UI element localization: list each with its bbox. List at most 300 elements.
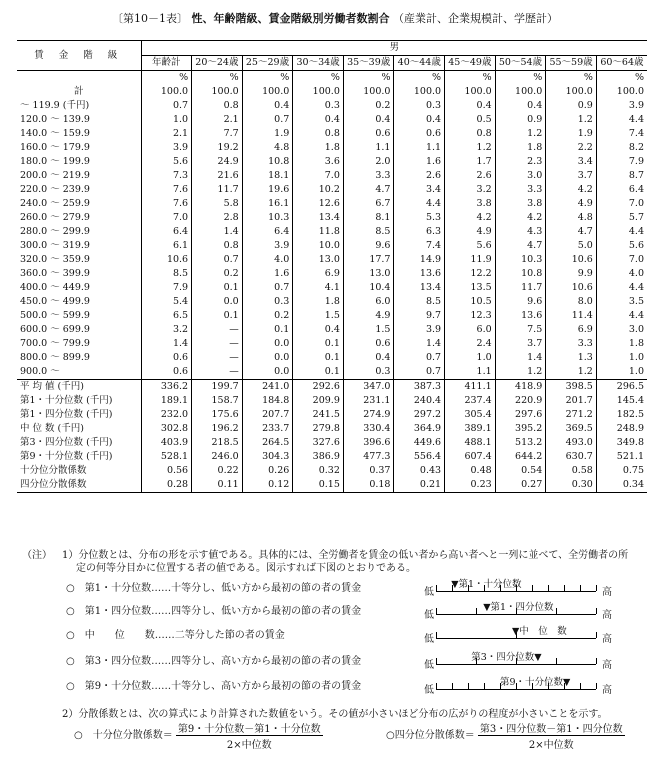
cell-value: 158.7	[192, 394, 243, 408]
table-row	[17, 183, 647, 197]
cell-value: 100.0	[546, 85, 597, 99]
cell-value: 3.8	[495, 197, 546, 211]
cell-value: 0.0	[242, 365, 293, 380]
cell-value: 11.8	[293, 225, 344, 239]
cell-value: 5.6	[445, 239, 496, 253]
diagram-tick	[436, 632, 437, 638]
table-row	[17, 225, 647, 239]
cell-value: 100.0	[192, 85, 243, 99]
table-row	[17, 295, 647, 309]
row-label: 第1・十分位数 (千円)	[20, 395, 113, 406]
cell-value: 607.4	[445, 450, 496, 464]
cell-value: 5.0	[546, 239, 597, 253]
cell-value: 1.5	[343, 323, 394, 337]
cell-value: 4.0	[596, 267, 647, 281]
cell-value: 7.3	[141, 169, 192, 183]
row-label: 700.0 ～ 799.9	[20, 338, 90, 349]
cell-value: 4.1	[293, 281, 344, 295]
note-item-1: ○ 第1・十分位数……十等分し、低い方から最初の節の者の賃金	[66, 583, 362, 594]
formula-decile-label: ○ 十分位分散係数＝	[74, 730, 173, 741]
stat-row	[17, 408, 647, 422]
cell-value: 556.4	[394, 450, 445, 464]
cell-value: 387.3	[394, 380, 445, 395]
cell-value: 1.3	[546, 351, 597, 365]
cell-value: 2.3	[495, 155, 546, 169]
cell-value: 0.18	[343, 478, 394, 493]
cell-value: 389.1	[445, 422, 496, 436]
cell-value: 0.8	[445, 127, 496, 141]
cell-value: 0.3	[293, 99, 344, 113]
cell-value: 0.11	[192, 478, 243, 493]
cell-value: 0.75	[596, 464, 647, 478]
cell-value: 296.5	[596, 380, 647, 395]
stat-row	[17, 394, 647, 408]
cell-value: 0.56	[141, 464, 192, 478]
grade-header: 賃 金 階 級	[17, 41, 141, 71]
cell-value: 1.6	[242, 267, 293, 281]
age-header: 55～59歳	[546, 56, 597, 71]
cell-value: 1.8	[495, 141, 546, 155]
row-label: 十分位分散係数	[20, 465, 87, 476]
cell-value: 0.1	[293, 337, 344, 351]
wage-distribution-table	[17, 40, 647, 493]
cell-value: 7.6	[141, 197, 192, 211]
cell-value: 0.4	[242, 99, 293, 113]
cell-value: 2.6	[394, 169, 445, 183]
cell-value: 2.2	[546, 141, 597, 155]
cell-value: 347.0	[343, 380, 394, 395]
cell-value: 10.4	[343, 281, 394, 295]
cell-value: 220.9	[495, 394, 546, 408]
cell-value: 386.9	[293, 450, 344, 464]
cell-value: 231.1	[343, 394, 394, 408]
cell-value: 364.9	[394, 422, 445, 436]
table-row	[17, 323, 647, 337]
cell-value: 0.54	[495, 464, 546, 478]
cell-value: 24.9	[192, 155, 243, 169]
cell-value: 0.43	[394, 464, 445, 478]
formula-decile	[74, 720, 323, 751]
cell-value: 7.6	[141, 183, 192, 197]
table-row	[17, 365, 647, 380]
diagram-tick	[452, 683, 453, 689]
cell-value: 477.3	[343, 450, 394, 464]
diagram-tick	[580, 585, 581, 591]
cell-value: 3.3	[546, 337, 597, 351]
cell-value: 0.0	[242, 351, 293, 365]
diagram-marker-label: 第3・四分位数▼	[471, 652, 542, 663]
cell-value: 0.4	[445, 99, 496, 113]
cell-value: 8.7	[596, 169, 647, 183]
note-item-4: ○ 第3・四分位数……四等分し、高い方から最初の節の者の賃金	[66, 656, 362, 667]
cell-value: 5.8	[192, 197, 243, 211]
diagram-axis	[436, 689, 596, 690]
formula-quartile-label: ○四分位分散係数＝	[386, 730, 475, 741]
cell-value: 0.7	[394, 351, 445, 365]
table-row	[17, 99, 647, 113]
cell-value: 7.4	[394, 239, 445, 253]
cell-value: 4.0	[242, 253, 293, 267]
cell-value: 4.9	[546, 197, 597, 211]
diagram-marker-label: 第9・十分位数▼	[500, 677, 571, 688]
row-label: 計	[73, 86, 84, 97]
cell-value: 10.6	[546, 281, 597, 295]
cell-value: 232.0	[141, 408, 192, 422]
cell-value: 10.8	[242, 155, 293, 169]
cell-value: 1.1	[445, 365, 496, 380]
cell-value: 14.9	[394, 253, 445, 267]
table-row	[17, 351, 647, 365]
table-row	[17, 197, 647, 211]
row-label: 320.0 ～ 359.9	[20, 254, 90, 265]
cell-value: 7.0	[141, 211, 192, 225]
cell-value: 8.2	[596, 141, 647, 155]
cell-value: 100.0	[445, 85, 496, 99]
cell-value: %	[546, 71, 597, 86]
cell-value: 8.0	[546, 295, 597, 309]
cell-value: 1.4	[394, 337, 445, 351]
table-row	[17, 281, 647, 295]
cell-value: 4.7	[495, 239, 546, 253]
cell-value: 7.0	[293, 169, 344, 183]
cell-value: 10.6	[546, 253, 597, 267]
table-row	[17, 85, 647, 99]
age-header: 45～49歳	[445, 56, 496, 71]
row-label: 平 均 値 (千円)	[17, 380, 141, 395]
table-row	[17, 155, 647, 169]
age-header: 60～64歳	[596, 56, 647, 71]
cell-value: 13.0	[343, 267, 394, 281]
cell-value: 3.9	[596, 99, 647, 113]
stat-row	[17, 380, 647, 395]
cell-value: 10.3	[495, 253, 546, 267]
cell-value: 196.2	[192, 422, 243, 436]
cell-value: 13.5	[445, 281, 496, 295]
cell-value: —	[192, 351, 243, 365]
cell-value: 3.3	[495, 183, 546, 197]
cell-value: 418.9	[495, 380, 546, 395]
row-label: 280.0 ～ 299.9	[20, 226, 90, 237]
cell-value: 3.7	[495, 337, 546, 351]
cell-value: 3.9	[394, 323, 445, 337]
cell-value: 0.6	[394, 127, 445, 141]
cell-value: 10.0	[293, 239, 344, 253]
cell-value: 100.0	[343, 85, 394, 99]
cell-value: 0.8	[192, 99, 243, 113]
cell-value: 304.3	[242, 450, 293, 464]
cell-value: 0.9	[546, 99, 597, 113]
stat-row	[17, 436, 647, 450]
cell-value: 630.7	[546, 450, 597, 464]
row-label: 中 位 数 (千円)	[20, 423, 84, 434]
diagram-tick	[596, 632, 597, 638]
diagram-marker-label: ▼中 位 数	[512, 626, 567, 637]
cell-value: 2.6	[445, 169, 496, 183]
cell-value: 528.1	[141, 450, 192, 464]
cell-value: 6.0	[445, 323, 496, 337]
diagram-marker-label: ▼第1・十分位数	[451, 579, 522, 590]
cell-value: 0.3	[394, 99, 445, 113]
diagram-low-label: 低	[424, 610, 434, 621]
row-label: ～ 119.9 (千円)	[20, 100, 90, 111]
cell-value: %	[394, 71, 445, 86]
cell-value: 9.7	[394, 309, 445, 323]
cell-value: 4.2	[546, 183, 597, 197]
cell-value: 5.4	[141, 295, 192, 309]
cell-value: 6.4	[141, 225, 192, 239]
cell-value: 11.4	[546, 309, 597, 323]
cell-value: 1.0	[596, 351, 647, 365]
cell-value: 4.4	[394, 197, 445, 211]
cell-value: 1.2	[546, 113, 597, 127]
row-label: 400.0 ～ 449.9	[20, 282, 90, 293]
cell-value: 11.7	[495, 281, 546, 295]
cell-value: 403.9	[141, 436, 192, 450]
cell-value: 10.6	[141, 253, 192, 267]
table-row	[17, 141, 647, 155]
diagram-tick	[556, 608, 557, 614]
diagram-high-label: 高	[602, 634, 612, 645]
cell-value: 19.6	[242, 183, 293, 197]
cell-value: 0.22	[192, 464, 243, 478]
cell-value: 0.6	[343, 337, 394, 351]
cell-value: 13.0	[293, 253, 344, 267]
cell-value: 0.4	[293, 323, 344, 337]
cell-value: 145.4	[596, 394, 647, 408]
cell-value: 327.6	[293, 436, 344, 450]
cell-value: 7.9	[141, 281, 192, 295]
cell-value: 240.4	[394, 394, 445, 408]
cell-value: 233.7	[242, 422, 293, 436]
cell-value: 0.4	[495, 99, 546, 113]
diagram-high-label: 高	[602, 587, 612, 598]
cell-value: 100.0	[394, 85, 445, 99]
diagram-high-label: 高	[602, 610, 612, 621]
diagram-tick	[580, 683, 581, 689]
cell-value: 292.6	[293, 380, 344, 395]
cell-value: 6.0	[343, 295, 394, 309]
cell-value: 7.4	[596, 127, 647, 141]
row-label: 第1・四分位数 (千円)	[20, 409, 113, 420]
note-prefix: （注）	[22, 550, 52, 561]
row-label: 140.0 ～ 159.9	[20, 128, 90, 139]
cell-value: 0.15	[293, 478, 344, 493]
cell-value: 411.1	[445, 380, 496, 395]
cell-value: 521.1	[596, 450, 647, 464]
cell-value: 264.5	[242, 436, 293, 450]
row-label: 900.0 ～	[20, 366, 60, 377]
diagram-high-label: 高	[602, 660, 612, 671]
cell-value: %	[141, 71, 192, 86]
cell-value: 13.6	[394, 267, 445, 281]
diagram-tick	[596, 658, 597, 664]
cell-value: 100.0	[596, 85, 647, 99]
cell-value: 1.6	[394, 155, 445, 169]
cell-value: 0.2	[343, 99, 394, 113]
formula-quartile-fraction	[478, 720, 625, 751]
row-label: 160.0 ～ 179.9	[20, 142, 90, 153]
cell-value: 0.8	[293, 127, 344, 141]
cell-value: 349.8	[596, 436, 647, 450]
cell-value: 644.2	[495, 450, 546, 464]
cell-value: 0.1	[192, 281, 243, 295]
cell-value: 8.5	[343, 225, 394, 239]
cell-value: 4.4	[596, 281, 647, 295]
cell-value: 271.2	[546, 408, 597, 422]
cell-value: 16.1	[242, 197, 293, 211]
cell-value: %	[293, 71, 344, 86]
cell-value: 0.1	[192, 309, 243, 323]
cell-value: 184.8	[242, 394, 293, 408]
cell-value: 305.4	[445, 408, 496, 422]
cell-value: 0.1	[293, 365, 344, 380]
diagram-tick	[596, 608, 597, 614]
cell-value: 297.2	[394, 408, 445, 422]
table-row	[17, 337, 647, 351]
diagram-tick	[556, 658, 557, 664]
cell-value: 9.6	[495, 295, 546, 309]
cell-value: 4.4	[596, 309, 647, 323]
cell-value: 1.9	[546, 127, 597, 141]
cell-value: 330.4	[343, 422, 394, 436]
cell-value: 302.8	[141, 422, 192, 436]
cell-value: 0.37	[343, 464, 394, 478]
cell-value: 3.9	[141, 141, 192, 155]
cell-value: 4.4	[596, 225, 647, 239]
diagram-axis	[436, 591, 596, 592]
diagram-tick	[436, 585, 437, 591]
cell-value: 395.2	[495, 422, 546, 436]
cell-value: 0.28	[141, 478, 192, 493]
cell-value: 100.0	[495, 85, 546, 99]
cell-value: 8.1	[343, 211, 394, 225]
table-row	[17, 169, 647, 183]
row-label: 第9・十分位数 (千円)	[20, 451, 113, 462]
cell-value: 10.5	[445, 295, 496, 309]
cell-value: 3.2	[141, 323, 192, 337]
cell-value: 1.1	[394, 141, 445, 155]
age-header: 50～54歳	[495, 56, 546, 71]
row-label: 240.0 ～ 259.9	[20, 198, 90, 209]
diagram-tick	[596, 683, 597, 689]
cell-value: 13.4	[394, 281, 445, 295]
diagram-low-label: 低	[424, 660, 434, 671]
cell-value: 0.7	[394, 365, 445, 380]
cell-value: 0.58	[546, 464, 597, 478]
cell-value: 0.2	[242, 309, 293, 323]
cell-value: 6.5	[141, 309, 192, 323]
stat-row	[17, 478, 647, 493]
cell-value: 0.5	[445, 113, 496, 127]
cell-value: 0.26	[242, 464, 293, 478]
diagram-tick	[436, 658, 437, 664]
cell-value: 8.5	[394, 295, 445, 309]
formula-decile-fraction	[176, 720, 323, 751]
cell-value: 0.4	[293, 113, 344, 127]
cell-value: 4.7	[546, 225, 597, 239]
cell-value: 2.1	[141, 127, 192, 141]
cell-value: 1.0	[141, 113, 192, 127]
cell-value: 207.7	[242, 408, 293, 422]
cell-value: 21.6	[192, 169, 243, 183]
age-header: 35～39歳	[343, 56, 394, 71]
cell-value: 1.2	[495, 365, 546, 380]
cell-value: 3.7	[546, 169, 597, 183]
cell-value: 7.0	[596, 253, 647, 267]
cell-value: 1.9	[242, 127, 293, 141]
diagram-tick	[564, 585, 565, 591]
table-row	[17, 113, 647, 127]
row-label: 800.0 ～ 899.9	[20, 352, 90, 363]
cell-value: 0.3	[242, 295, 293, 309]
cell-value: 493.0	[546, 436, 597, 450]
table-title	[112, 10, 558, 26]
diagram-tick	[468, 683, 469, 689]
diagram-tick	[476, 608, 477, 614]
cell-value: 3.0	[596, 323, 647, 337]
cell-value: 0.1	[242, 323, 293, 337]
title-prefix: 〔第10－1表〕	[112, 12, 188, 25]
cell-value: 1.2	[445, 141, 496, 155]
cell-value: 3.8	[445, 197, 496, 211]
cell-value: 12.2	[445, 267, 496, 281]
cell-value: 3.3	[343, 169, 394, 183]
cell-value: 1.4	[495, 351, 546, 365]
cell-value: 3.5	[596, 295, 647, 309]
cell-value: 488.1	[445, 436, 496, 450]
cell-value: %	[495, 71, 546, 86]
cell-value: 201.7	[546, 394, 597, 408]
cell-value: 19.2	[192, 141, 243, 155]
cell-value: 3.4	[546, 155, 597, 169]
cell-value: 1.8	[293, 295, 344, 309]
cell-value: 0.0	[242, 337, 293, 351]
cell-value: 237.4	[445, 394, 496, 408]
cell-value: 209.9	[293, 394, 344, 408]
formula-quartile	[386, 720, 625, 751]
cell-value: 1.0	[445, 351, 496, 365]
cell-value: 1.4	[141, 337, 192, 351]
cell-value: —	[192, 365, 243, 380]
cell-value: 10.3	[242, 211, 293, 225]
formula-decile-denominator: 2×中位数	[226, 740, 272, 751]
cell-value: 0.12	[242, 478, 293, 493]
cell-value: 6.4	[596, 183, 647, 197]
cell-value: 12.3	[445, 309, 496, 323]
cell-value: 11.9	[445, 253, 496, 267]
table-row	[17, 127, 647, 141]
cell-value: 248.9	[596, 422, 647, 436]
cell-value: 0.7	[242, 281, 293, 295]
row-label: 180.0 ～ 199.9	[20, 156, 90, 167]
row-label: 220.0 ～ 239.9	[20, 184, 90, 195]
cell-value: 246.0	[192, 450, 243, 464]
formula-decile-numerator: 第9・十分位数－第1・十分位数	[176, 720, 323, 736]
note-item-5: ○ 第9・十分位数……十等分し、高い方から最初の節の者の賃金	[66, 681, 362, 692]
row-label	[17, 71, 141, 86]
cell-value: 7.7	[192, 127, 243, 141]
row-label: 360.0 ～ 399.9	[20, 268, 90, 279]
cell-value: 0.7	[192, 253, 243, 267]
cell-value: 1.2	[495, 127, 546, 141]
diagram-marker-label: ▼第1・四分位数	[483, 602, 554, 613]
unit-row	[17, 71, 647, 86]
cell-value: 4.9	[343, 309, 394, 323]
formula-quartile-numerator: 第3・四分位数－第1・四分位数	[478, 720, 625, 736]
cell-value: %	[596, 71, 647, 86]
row-label: 260.0 ～ 279.9	[20, 212, 90, 223]
cell-value: 4.2	[495, 211, 546, 225]
